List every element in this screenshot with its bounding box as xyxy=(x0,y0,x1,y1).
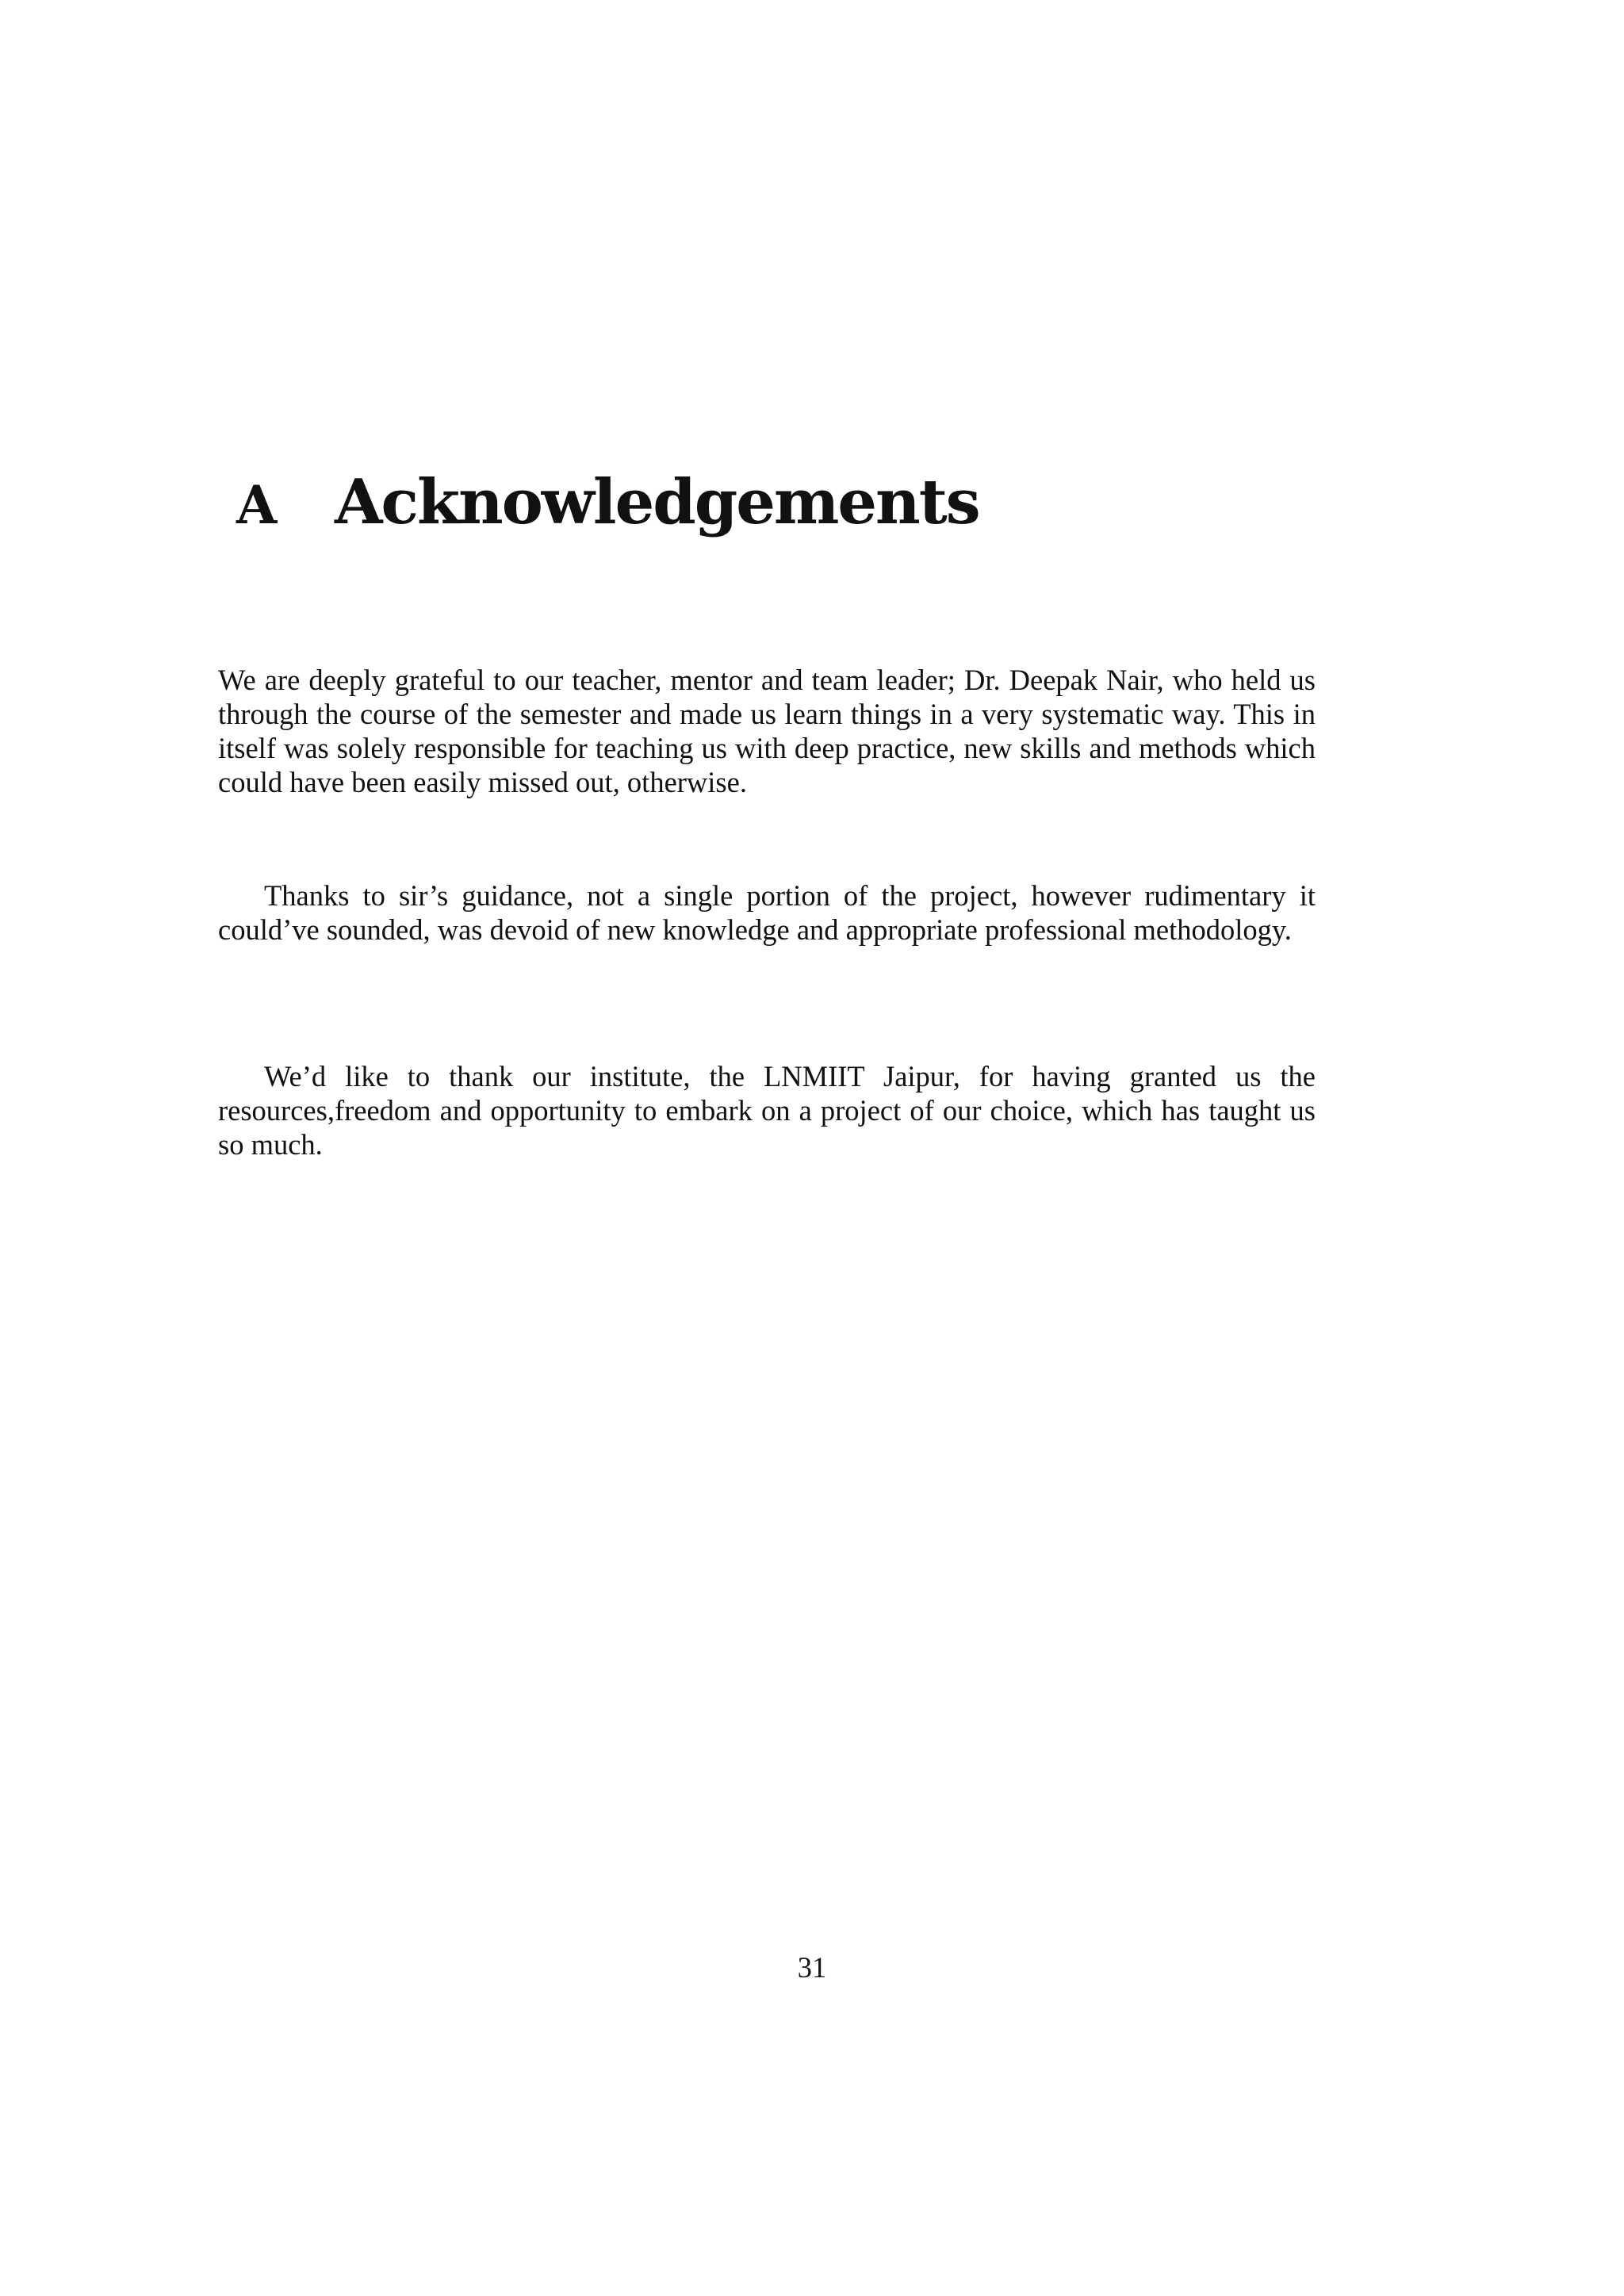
paragraph-institute: We’d like to thank our institute, the LNMIIT Jaipur, for having granted us the resources,freedom and opportunity to embark on a project of our choice, which has taught us so much. xyxy=(218,1060,1316,1161)
paragraph-gratitude: We are deeply grateful to our teacher, mentor and team leader; Dr. Deepak Nair, who held us through the course of the semester and made us learn things in a very systematic way. This in itself was solely responsible for teaching us with deep practice, new skills and methods which could have been easily missed out, otherwise. xyxy=(218,664,1316,798)
chapter-heading xyxy=(236,466,979,553)
chapter-title: Acknowledgements xyxy=(335,466,979,538)
chapter-letter: A xyxy=(236,474,278,536)
page-number: 31 xyxy=(797,1951,827,1984)
paragraph-guidance: Thanks to sir’s guidance, not a single portion of the project, however rudimentary it could’ve sounded, was devoid of new knowledge and appropriate professional methodology. xyxy=(218,879,1316,946)
